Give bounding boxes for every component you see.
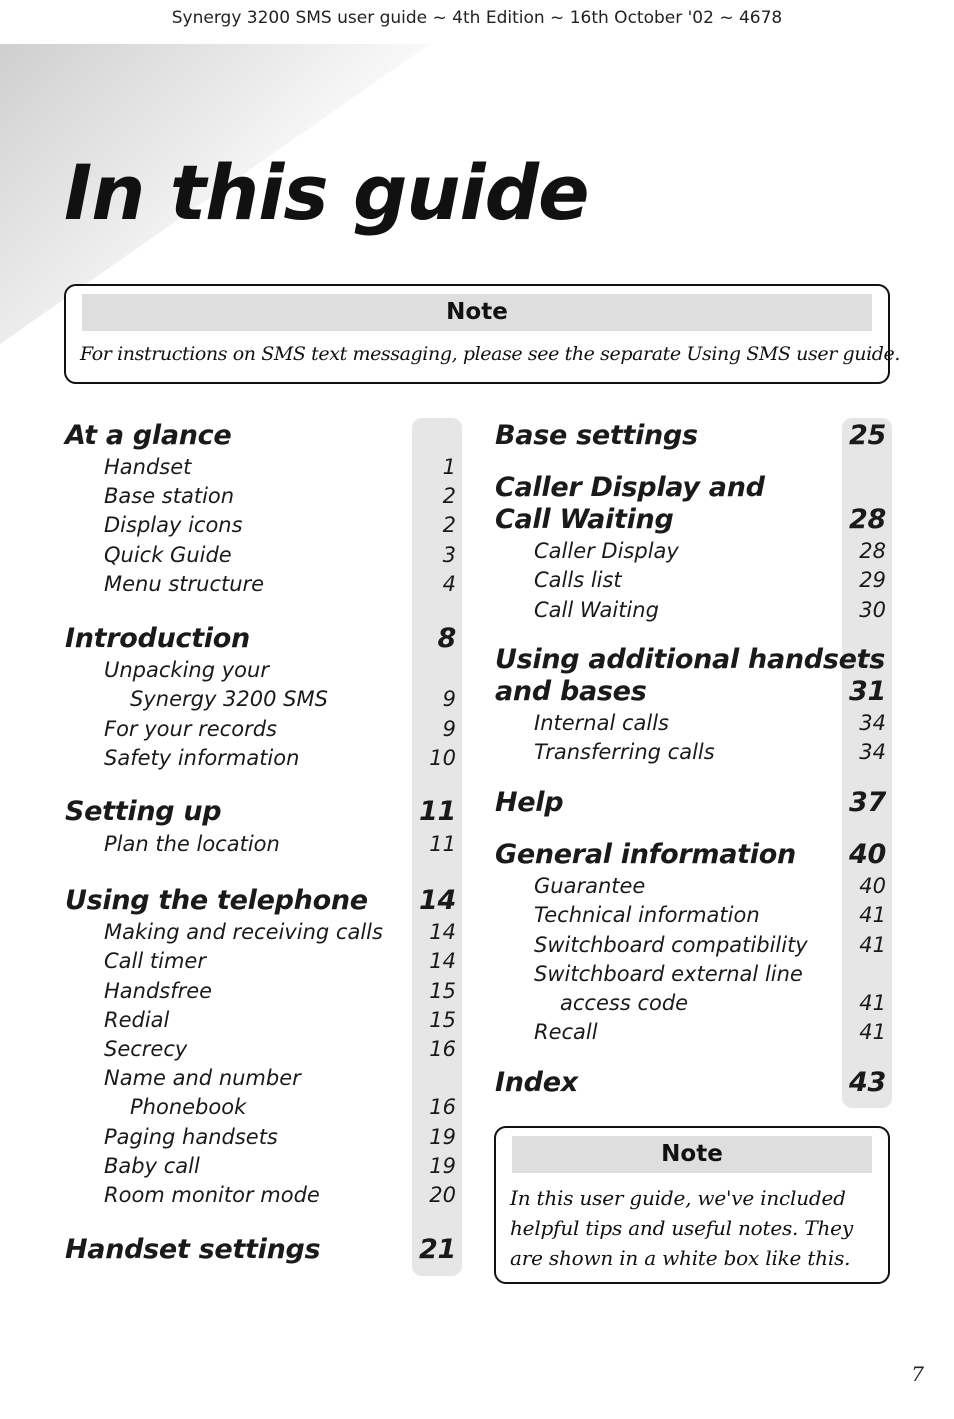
toc-entry-page: 20: [429, 1183, 456, 1207]
toc-entry-page: 11: [419, 796, 456, 827]
toc-entry-label: Caller Display: [534, 539, 679, 563]
toc-entry-label: Internal calls: [534, 711, 670, 735]
toc-entry-page: 14: [419, 885, 456, 916]
toc-entry-label: Guarantee: [534, 874, 646, 898]
toc-entry-label: Call timer: [104, 949, 206, 973]
toc-entry-label: For your records: [104, 717, 277, 741]
toc-entry-label: Making and receiving calls: [104, 920, 383, 944]
toc-entry-label: Handset: [104, 455, 192, 479]
toc-entry-page: 10: [429, 746, 456, 770]
note-text: [510, 1183, 874, 1273]
toc-entry-label: Switchboard external line: [534, 962, 803, 986]
toc-entry-label: Baby call: [104, 1154, 200, 1178]
toc-entry-label: Handset settings: [65, 1234, 321, 1265]
toc-entry-label: Calls list: [534, 568, 622, 592]
toc-entry-label: Caller Display and: [495, 472, 765, 503]
toc-entry-page: 9: [442, 687, 456, 711]
page-title: In this guide: [64, 148, 589, 237]
note-line: are shown in a white box like this.: [510, 1246, 851, 1270]
toc-entry-label: Base settings: [495, 420, 698, 451]
toc-entry-page: 43: [849, 1067, 886, 1098]
toc-entry-label: Technical information: [534, 903, 760, 927]
toc-entry-label: Handsfree: [104, 979, 213, 1003]
toc-entry-label: Unpacking your: [104, 658, 269, 682]
note-line: helpful tips and useful notes. They: [510, 1216, 853, 1240]
toc-entry-label: access code: [560, 991, 689, 1015]
toc-entry-label: Index: [495, 1067, 578, 1098]
toc-entry-label: Paging handsets: [104, 1125, 278, 1149]
toc-entry-label: Help: [495, 787, 564, 818]
toc-entry-label: Setting up: [65, 796, 222, 827]
toc-entry-page: 41: [859, 1020, 886, 1044]
toc-entry-label: Menu structure: [104, 572, 265, 596]
toc-entry-label: Switchboard compatibility: [534, 933, 808, 957]
toc-entry-page: 16: [429, 1095, 456, 1119]
toc-entry-page: 2: [442, 484, 456, 508]
toc-entry-label: Recall: [534, 1020, 598, 1044]
toc-entry-page: 16: [429, 1037, 456, 1061]
toc-entry-label: Safety information: [104, 746, 300, 770]
toc-entry-page: 3: [442, 543, 456, 567]
toc-entry-page: 19: [429, 1125, 456, 1149]
note-heading: Note: [512, 1136, 872, 1173]
toc-entry-page: 40: [849, 839, 886, 870]
note-box-bottom: [494, 1126, 890, 1284]
toc-entry-label: Secrecy: [104, 1037, 188, 1061]
toc-entry-page: 21: [419, 1234, 456, 1265]
toc-entry-label: and bases: [495, 676, 647, 707]
toc-entry-label: Transferring calls: [534, 740, 715, 764]
toc-entry-page: 28: [849, 504, 886, 535]
toc-entry-page: 8: [437, 623, 456, 654]
toc-entry-page: 9: [442, 717, 456, 741]
toc-entry-page: 2: [442, 513, 456, 537]
toc-entry-page: 14: [429, 920, 456, 944]
toc-entry-label: General information: [495, 839, 796, 870]
toc-entry-page: 1: [442, 455, 456, 479]
toc-entry-label: Call Waiting: [534, 598, 659, 622]
toc-entry-page: 41: [859, 933, 886, 957]
toc-entry-page: 29: [859, 568, 886, 592]
toc-entry-label: Plan the location: [104, 832, 280, 856]
toc-entry-page: 31: [849, 676, 886, 707]
running-header: Synergy 3200 SMS user guide ~ 4th Edition ~ 16th October '02 ~ 4678: [171, 8, 783, 28]
toc-entry-page: 28: [859, 539, 886, 563]
toc-entry-page: 30: [859, 598, 886, 622]
toc-entry-label: Synergy 3200 SMS: [130, 687, 328, 711]
note-box-top: [64, 284, 901, 384]
toc-entry-page: 14: [429, 949, 456, 973]
note-text: For instructions on SMS text messaging, please see the separate Using SMS user guide.: [80, 343, 901, 365]
toc-entry-page: 41: [859, 903, 886, 927]
toc-entry-page: 15: [429, 1008, 456, 1032]
toc-entry-page: 4: [442, 572, 456, 596]
toc-entry-label: Display icons: [104, 513, 243, 537]
toc-entry-label: Using additional handsets: [495, 644, 885, 675]
toc-entry-page: 11: [429, 832, 456, 856]
toc-entry-label: Phonebook: [130, 1095, 247, 1119]
toc-entry-page: 25: [849, 420, 886, 451]
toc-entry-label: Name and number: [104, 1066, 301, 1090]
toc-entry-page: 40: [859, 874, 886, 898]
toc-entry-page: 34: [859, 740, 886, 764]
note-heading: Note: [82, 294, 872, 331]
toc-entry-label: Using the telephone: [65, 885, 368, 916]
toc-entry-page: 34: [859, 711, 886, 735]
note-line: In this user guide, we've included: [510, 1186, 846, 1210]
toc-entry-label: Redial: [104, 1008, 170, 1032]
toc-entry-page: 41: [859, 991, 886, 1015]
toc-entry-page: 37: [849, 787, 886, 818]
toc-entry-page: 15: [429, 979, 456, 1003]
toc-entry-label: Base station: [104, 484, 235, 508]
toc-entry-label: Introduction: [65, 623, 250, 654]
toc-entry-label: Room monitor mode: [104, 1183, 320, 1207]
toc-entry-label: Quick Guide: [104, 543, 232, 567]
toc-entry-page: 19: [429, 1154, 456, 1178]
toc-entry-label: At a glance: [65, 420, 232, 451]
toc-entry-label: Call Waiting: [495, 504, 674, 535]
page-number: 7: [911, 1362, 924, 1386]
